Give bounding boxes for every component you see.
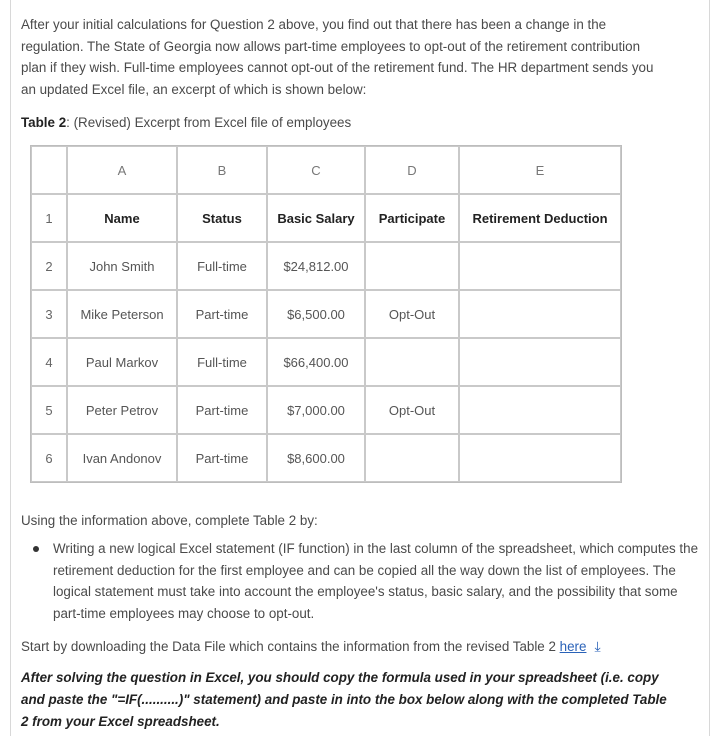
cell-participate <box>365 434 459 482</box>
cell-deduction <box>459 242 621 290</box>
cell-salary: $24,812.00 <box>267 242 365 290</box>
cell-salary: $8,600.00 <box>267 434 365 482</box>
cell-status: Part-time <box>177 386 267 434</box>
col-letter-d: D <box>365 146 459 194</box>
cell-participate: Opt-Out <box>365 386 459 434</box>
cell-name: Ivan Andonov <box>67 434 177 482</box>
header-basic-salary: Basic Salary <box>267 194 365 242</box>
table-caption <box>21 114 351 132</box>
cell-name: Peter Petrov <box>67 386 177 434</box>
header-name: Name <box>67 194 177 242</box>
cell-status: Part-time <box>177 434 267 482</box>
cell-name: Mike Peterson <box>67 290 177 338</box>
cell-status: Full-time <box>177 338 267 386</box>
row-number: 5 <box>31 386 67 434</box>
cell-deduction <box>459 338 621 386</box>
download-icon[interactable]: ⤓ <box>594 638 601 654</box>
cell-participate: Opt-Out <box>365 290 459 338</box>
cell-deduction <box>459 290 621 338</box>
col-letter-e: E <box>459 146 621 194</box>
download-link[interactable]: here <box>559 639 587 654</box>
download-text: Start by downloading the Data File which contains the information from the revised Table 2 <box>21 639 560 654</box>
corner-cell <box>31 146 67 194</box>
table-row <box>31 434 621 482</box>
col-letter-b: B <box>177 146 267 194</box>
cell-deduction <box>459 386 621 434</box>
cell-name: Paul Markov <box>67 338 177 386</box>
column-letter-row <box>31 146 621 194</box>
cell-participate <box>365 242 459 290</box>
final-instruction: After solving the question in Excel, you should copy the formula used in your spreadsheet (i.e. copy and paste the "=IF(..........)" statement) and paste in into the box below along with the completed Table 2 from your Excel spreadsheet. <box>21 670 667 729</box>
instruction-bullet: Writing a new logical Excel statement (IF function) in the last column of the spreadsheet, which computes the retirement deduction for the first employee and can be copied all the way down the list of employees. The logical statement must take into account the employee's status, basic salary, and the possibility that some part-time employees may choose to opt-out. <box>53 538 703 624</box>
cell-status: Full-time <box>177 242 267 290</box>
header-retirement-deduction: Retirement Deduction <box>459 194 621 242</box>
header-participate: Participate <box>365 194 459 242</box>
col-letter-c: C <box>267 146 365 194</box>
row-number: 1 <box>31 194 67 242</box>
excel-table <box>30 145 622 483</box>
intro-paragraph: After your initial calculations for Question 2 above, you find out that there has been a change in the regulation. The State of Georgia now allows part-time employees to opt-out of the retirement contribution plan if they wish. Full-time employees cannot opt-out of the retirement fund. The HR department sends you an updated Excel file, an excerpt of which is shown below: <box>21 17 654 97</box>
table-row <box>31 290 621 338</box>
cell-deduction <box>459 434 621 482</box>
row-number: 6 <box>31 434 67 482</box>
header-status: Status <box>177 194 267 242</box>
cell-participate <box>365 338 459 386</box>
table-row <box>31 338 621 386</box>
row-number: 2 <box>31 242 67 290</box>
cell-status: Part-time <box>177 290 267 338</box>
cell-salary: $7,000.00 <box>267 386 365 434</box>
table-caption-text: : (Revised) Excerpt from Excel file of employees <box>66 115 352 130</box>
instructions-lead: Using the information above, complete Table 2 by: <box>21 513 318 528</box>
instruction-list <box>21 538 703 624</box>
cell-salary: $66,400.00 <box>267 338 365 386</box>
table-row <box>31 242 621 290</box>
header-row <box>31 194 621 242</box>
table-row <box>31 386 621 434</box>
download-line <box>21 636 601 657</box>
col-letter-a: A <box>67 146 177 194</box>
cell-salary: $6,500.00 <box>267 290 365 338</box>
table-caption-label: Table 2 <box>21 115 67 130</box>
row-number: 4 <box>31 338 67 386</box>
cell-name: John Smith <box>67 242 177 290</box>
row-number: 3 <box>31 290 67 338</box>
